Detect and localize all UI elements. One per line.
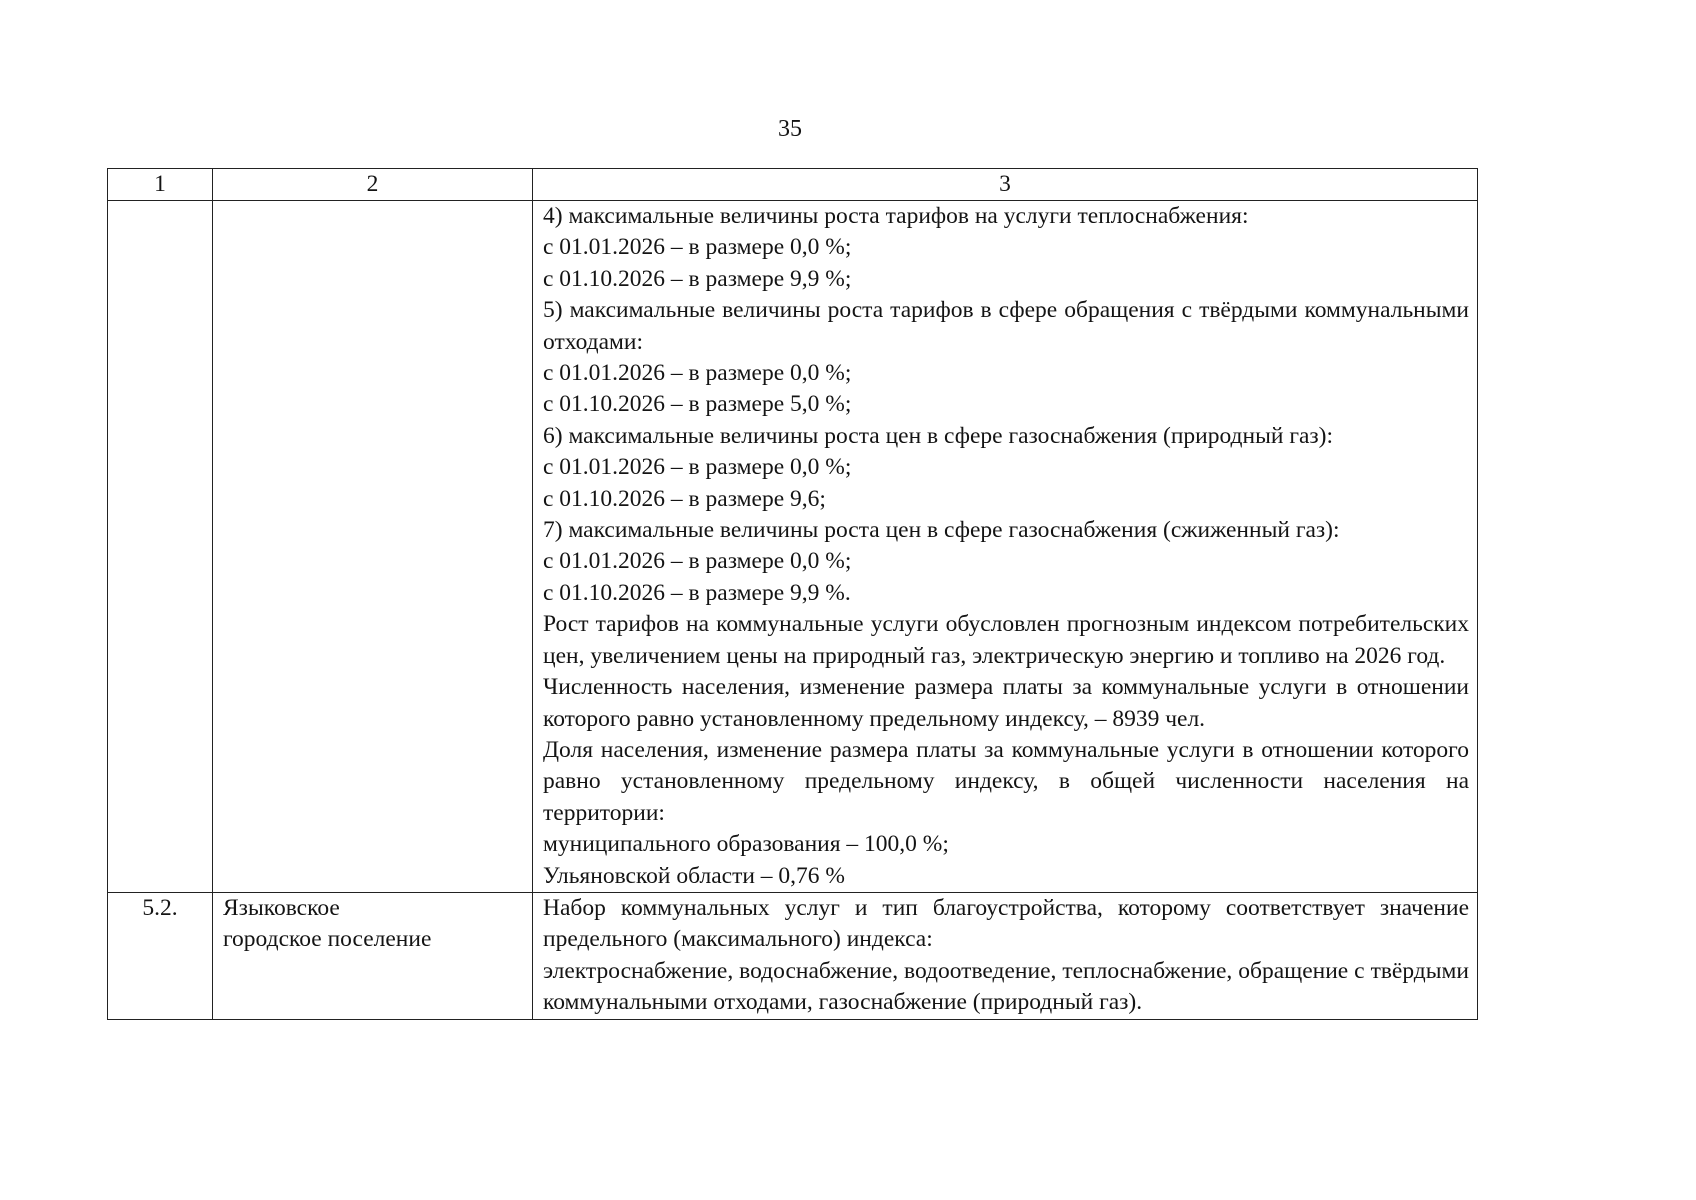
table-row	[108, 892, 1478, 1019]
table-header-row	[108, 169, 1478, 201]
page-number: 35	[778, 116, 802, 142]
column-header-1: 1	[108, 169, 213, 201]
text-line: 6) максимальные величины роста цен в сфере газоснабжения (природный газ):	[543, 422, 1334, 449]
description-cell	[533, 892, 1478, 1019]
tariff-table	[107, 168, 1478, 1020]
text-line: с 01.01.2026 – в размере 0,0 %;	[543, 234, 852, 261]
text-line: с 01.10.2026 – в размере 9,9 %;	[543, 265, 852, 292]
text-paragraph: Рост тарифов на коммунальные услуги обусловлен прогнозным индексом потребительских цен, увеличением цены на природный газ, электрическую энергию и топливо на 2026 год.	[543, 611, 1469, 669]
text-line: 4) максимальные величины роста тарифов на услуги теплоснабжения:	[543, 203, 1249, 229]
municipality-name-line: городское поселение	[223, 926, 432, 953]
description-cell	[533, 201, 1478, 893]
text-paragraph: Набор коммунальных услуг и тип благоустройства, которому соответствует значение предельного (максимального) индекса:	[543, 894, 1469, 953]
text-line: с 01.01.2026 – в размере 0,0 %;	[543, 548, 852, 575]
text-paragraph: 5) максимальные величины роста тарифов в сфере обращения с твёрдыми коммунальными отходами:	[543, 297, 1469, 355]
row-number-cell	[108, 201, 213, 893]
municipality-name-line: Языковское	[223, 894, 340, 921]
text-line: с 01.10.2026 – в размере 9,9 %.	[543, 579, 851, 606]
municipality-cell	[213, 201, 533, 893]
row-number-cell: 5.2.	[108, 892, 213, 1019]
municipality-cell	[213, 892, 533, 1019]
column-header-2: 2	[213, 169, 533, 201]
table-row	[108, 201, 1478, 893]
column-header-3: 3	[533, 169, 1478, 201]
text-paragraph: электроснабжение, водоснабжение, водоотведение, теплоснабжение, обращение с твёрдыми коммунальными отходами, газоснабжение (природный газ).	[543, 957, 1469, 1016]
text-line: с 01.10.2026 – в размере 5,0 %;	[543, 391, 852, 418]
text-line: Ульяновской области – 0,76 %	[543, 862, 846, 889]
text-line: с 01.10.2026 – в размере 9,6;	[543, 485, 826, 512]
text-line: с 01.01.2026 – в размере 0,0 %;	[543, 360, 852, 387]
text-line: с 01.01.2026 – в размере 0,0 %;	[543, 454, 852, 481]
text-line: муниципального образования – 100,0 %;	[543, 831, 949, 858]
text-line: 7) максимальные величины роста цен в сфере газоснабжения (сжиженный газ):	[543, 517, 1340, 544]
text-paragraph: Доля населения, изменение размера платы за коммунальные услуги в отношении которого равно установленному предельному индексу, в общей численности населения на территории:	[543, 736, 1469, 826]
text-paragraph: Численность населения, изменение размера платы за коммунальные услуги в отношении которого равно установленному предельному индексу, – 8939 чел.	[543, 674, 1469, 732]
